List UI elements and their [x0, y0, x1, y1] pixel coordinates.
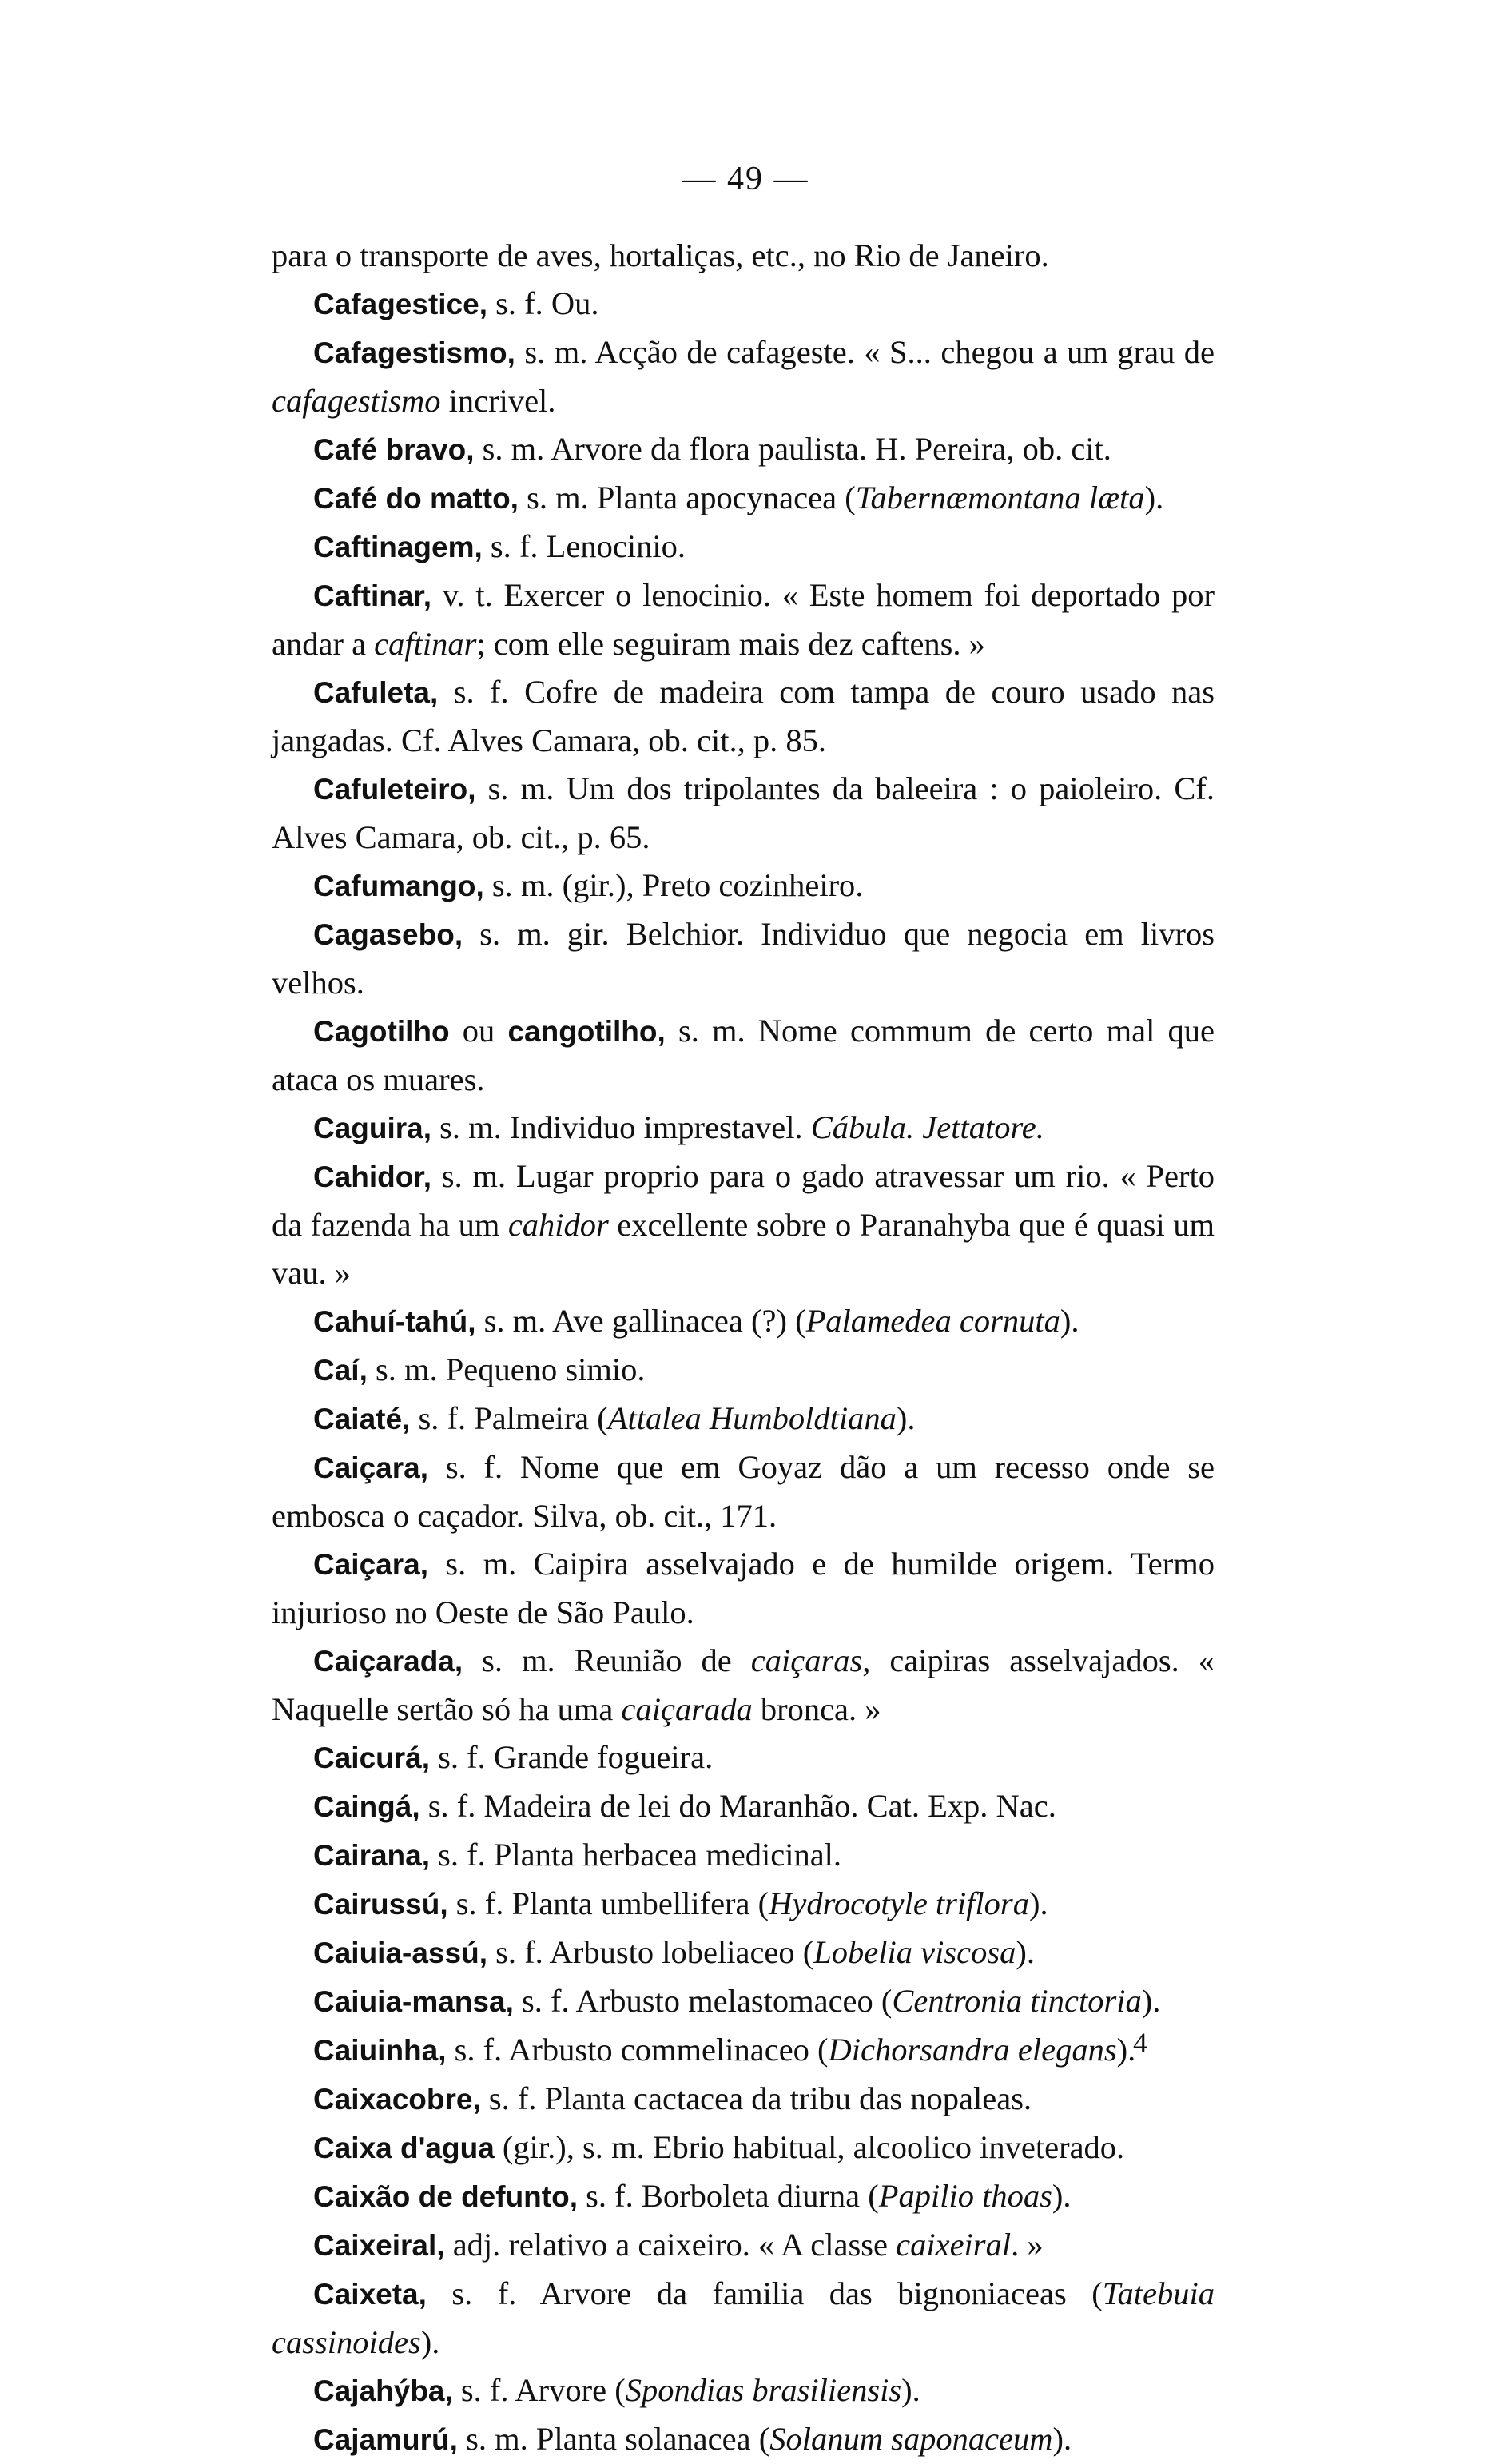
headword: Cafumango, — [313, 870, 484, 902]
dictionary-entry — [272, 1152, 1215, 1297]
entry-text: s. m. Lugar proprio para o gado atravessar um rio. « Perto da fazenda ha um — [272, 1158, 1215, 1243]
dictionary-entry — [272, 668, 1215, 765]
entry-text: s. f. Borboleta diurna ( — [577, 2178, 879, 2214]
headword: Cagotilho — [313, 1015, 450, 1048]
entry-text: s. f. Lenocinio. — [482, 528, 686, 564]
entry-text: adj. relativo a caixeiro. « A classe — [444, 2227, 897, 2263]
italic-term: Centronia tinctoria — [892, 1983, 1142, 2019]
italic-term: cafagestismo — [272, 383, 441, 419]
dictionary-entry — [272, 2270, 1215, 2366]
entry-text: ). — [1052, 2178, 1072, 2214]
entry-text: s. f. Arbusto lobeliaceo ( — [487, 1934, 814, 1970]
entry-text: ). — [1016, 1934, 1036, 1970]
entry-text: ; com elle seguiram mais dez caftens. » — [476, 626, 985, 662]
headword: Caiçarada, — [313, 1645, 463, 1678]
dictionary-entry — [272, 1734, 1215, 1782]
headword: Caixa d'agua — [313, 2132, 495, 2164]
entry-text: s. m. Planta apocynacea ( — [518, 480, 856, 515]
italic-term: Palamedea cornuta — [805, 1303, 1060, 1339]
dictionary-entry — [272, 765, 1215, 862]
headword: Cafagestismo, — [313, 336, 515, 369]
entry-text: s. f. Cofre de madeira com tampa de couro usado nas jangadas. Cf. Alves Camara, ob. cit., p. 85. — [272, 674, 1215, 758]
dictionary-entry — [272, 2124, 1215, 2172]
entry-text: incrivel. — [440, 383, 556, 419]
headword: Cahuí-tahú, — [313, 1305, 476, 1338]
entry-text: ou — [449, 1013, 508, 1049]
dictionary-entry — [272, 2172, 1215, 2221]
italic-term: Spondias brasiliensis — [625, 2372, 902, 2408]
entry-text: s. m. Individuo imprestavel. — [431, 1109, 811, 1145]
entry-text: s. m. Acção de cafageste. « S... chegou a um grau de — [515, 334, 1215, 370]
dictionary-entry — [272, 1395, 1215, 1443]
italic-term: Solanum saponaceum — [769, 2421, 1053, 2457]
entry-text: ). — [1052, 2421, 1072, 2457]
headword: Caiuia-assú, — [313, 1937, 487, 1969]
headword: Cajahýba, — [313, 2374, 453, 2407]
entry-text: s. f. Madeira de lei do Maranhão. Cat. Exp. Nac. — [419, 1788, 1056, 1824]
entry-text: s. m. Caipira asselvajado e de humilde origem. Termo injurioso no Oeste de São Paulo. — [272, 1546, 1215, 1630]
dictionary-entry — [272, 328, 1215, 425]
headword: Cajamurú, — [313, 2423, 458, 2456]
dictionary-entry — [272, 1929, 1215, 1977]
dictionary-entry — [272, 2221, 1215, 2270]
entry-text: ). — [1060, 1303, 1079, 1339]
entry-text: v. t. Exercer o lenocinio. « Este homem foi deportado por andar a — [272, 577, 1215, 662]
headword: Cafuleteiro, — [313, 773, 476, 806]
entry-text: s. f. Planta herbacea medicinal. — [430, 1837, 842, 1873]
dictionary-entry — [272, 1443, 1215, 1540]
headword: Caiuia-mansa, — [313, 1985, 514, 2018]
entry-text: s. m. Arvore da flora paulista. H. Pereira, ob. cit. — [474, 431, 1111, 467]
italic-term: Dichorsandra elegans — [828, 2032, 1117, 2068]
headword: Caiçara, — [313, 1548, 428, 1581]
entry-text: s. m. Nome commum de certo mal que ataca os muares. — [272, 1013, 1215, 1097]
dictionary-entry — [272, 1880, 1215, 1929]
entry-text: s. m. Planta solanacea ( — [457, 2421, 770, 2457]
continued-text — [272, 232, 1215, 280]
headword: Café do matto, — [313, 482, 519, 515]
headword: Cafuleta, — [313, 676, 439, 709]
italic-term: Cábula. Jettatore. — [810, 1109, 1044, 1145]
italic-term: caiçarada — [621, 1691, 753, 1727]
headword: Cairussú, — [313, 1888, 448, 1921]
italic-term: caixeiral — [896, 2227, 1012, 2263]
entry-text: ). — [1141, 1983, 1161, 2019]
dictionary-entry — [272, 280, 1215, 328]
entry-text: , caipiras asselvajados. « Naquelle sertão só ha uma — [272, 1642, 1215, 1727]
entry-text: s. m. Um dos tripolantes da baleeira : o paioleiro. Cf. Alves Camara, ob. cit., p. 65. — [272, 770, 1215, 855]
headword: Caiuinha, — [313, 2034, 447, 2067]
dictionary-entry — [272, 1831, 1215, 1880]
entry-text: s. f. Palmeira ( — [410, 1400, 608, 1436]
italic-term: Lobelia viscosa — [813, 1934, 1016, 1970]
dictionary-entry — [272, 2366, 1215, 2415]
entry-text: s. f. Nome que em Goyaz dão a um recesso onde se embosca o caçador. Silva, ob. cit., 171. — [272, 1449, 1215, 1534]
dictionary-entry — [272, 1297, 1215, 1346]
signature-mark: 4 — [1133, 2027, 1147, 2059]
entry-text: ). — [901, 2372, 920, 2408]
entry-text: s. f. Arbusto melastomaceo ( — [513, 1983, 893, 2019]
headword: cangotilho, — [507, 1015, 666, 1048]
italic-term: caiçaras — [750, 1642, 863, 1678]
entry-text: s. f. Arbusto commelinaceo ( — [446, 2032, 829, 2068]
dictionary-entry — [272, 523, 1215, 571]
dictionary-entry — [272, 1540, 1215, 1637]
entry-text: s. f. Arvore da familia das bignoniaceas ( — [426, 2275, 1103, 2311]
entry-text: s. f. Planta cactacea da tribu das nopaleas. — [480, 2080, 1032, 2116]
dictionary-text — [272, 232, 1215, 2464]
italic-term: Attalea Humboldtiana — [607, 1400, 897, 1436]
headword: Caiçara, — [313, 1451, 428, 1484]
entry-text: s. m. Reunião de — [463, 1642, 751, 1678]
dictionary-entry — [272, 1637, 1215, 1734]
dictionary-entry — [272, 2026, 1215, 2075]
dictionary-entry — [272, 425, 1215, 474]
entry-text: ). — [1028, 1885, 1048, 1921]
entry-text: s. m. Ave gallinacea (?) ( — [475, 1303, 806, 1339]
entry-text: ). — [896, 1400, 916, 1436]
entry-text: ). — [1116, 2032, 1136, 2068]
entry-text: s. m. (gir.), Preto cozinheiro. — [483, 867, 864, 903]
dictionary-entry — [272, 571, 1215, 668]
headword: Caixeiral, — [313, 2229, 445, 2262]
headword: Cafagestice, — [313, 288, 487, 320]
entry-text: para o transporte de aves, hortaliças, etc., no Rio de Janeiro. — [272, 237, 1049, 273]
entry-text: ). — [1144, 480, 1164, 515]
dictionary-entry — [272, 862, 1215, 910]
headword: Caingá, — [313, 1790, 420, 1823]
italic-term: cahidor — [507, 1207, 609, 1243]
headword: Cagasebo, — [313, 918, 463, 951]
dictionary-entry — [272, 2415, 1215, 2464]
entry-text: excellente sobre o Paranahyba que é quasi um vau. » — [272, 1207, 1215, 1291]
entry-text: ). — [420, 2324, 440, 2360]
entry-text: s. m. Pequeno simio. — [367, 1351, 646, 1387]
page-number: — 49 — — [682, 161, 809, 197]
entry-text: bronca. » — [752, 1691, 881, 1727]
entry-text: s. f. Ou. — [487, 285, 599, 321]
entry-text: s. f. Planta umbellifera ( — [447, 1885, 769, 1921]
entry-text: s. f. Arvore ( — [452, 2372, 626, 2408]
headword: Caixacobre, — [313, 2083, 481, 2116]
entry-text: s. f. Grande fogueira. — [430, 1739, 714, 1775]
headword: Caguira, — [313, 1112, 432, 1144]
dictionary-entry — [272, 910, 1215, 1007]
headword: Caixão de defunto, — [313, 2180, 578, 2213]
headword: Cahidor, — [313, 1160, 432, 1193]
headword: Caftinagem, — [313, 531, 483, 563]
dictionary-entry — [272, 474, 1215, 523]
headword: Caicurá, — [313, 1742, 431, 1774]
entry-text: s. m. gir. Belchior. Individuo que negocia em livros velhos. — [272, 916, 1215, 1001]
italic-term: Papilio thoas — [878, 2178, 1052, 2214]
dictionary-entry — [272, 1346, 1215, 1395]
dictionary-entry — [272, 1007, 1215, 1104]
entry-text: (gir.), s. m. Ebrio habitual, alcoolico inveterado. — [494, 2129, 1125, 2165]
italic-term: Hydrocotyle triflora — [769, 1885, 1029, 1921]
italic-term: Tabernæmontana læta — [855, 480, 1145, 515]
headword: Cairana, — [313, 1839, 431, 1872]
dictionary-entry — [272, 1782, 1215, 1831]
headword: Caixeta, — [313, 2278, 427, 2311]
headword: Caí, — [313, 1354, 368, 1387]
italic-term: Tatebuia cassinoides — [272, 2275, 1215, 2360]
dictionary-entry — [272, 1104, 1215, 1152]
headword: Caiaté, — [313, 1403, 411, 1435]
italic-term: caftinar — [374, 626, 477, 662]
dictionary-entry — [272, 2075, 1215, 2124]
headword: Café bravo, — [313, 433, 475, 466]
entry-text: . » — [1011, 2227, 1044, 2263]
headword: Caftinar, — [313, 579, 432, 612]
dictionary-entry — [272, 1977, 1215, 2026]
